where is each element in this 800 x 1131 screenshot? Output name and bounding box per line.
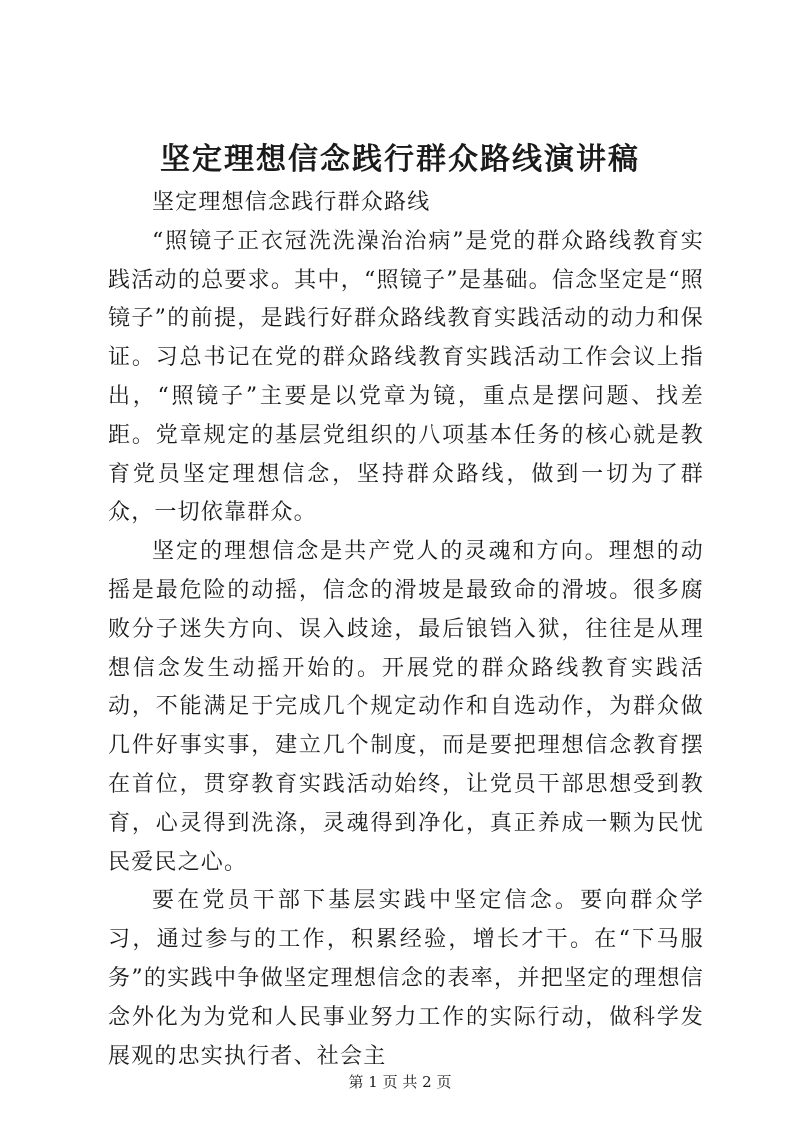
body-paragraph-2: 坚定的理想信念是共产党人的灵魂和方向。理想的动摇是最危险的动摇，信念的滑坡是最致命的滑坡。很多腐败分子迷失方向、误入歧途，最后锒铛入狱，往往是从理想信念发生动摇开始的。开展党的群众路线教育实践活动，不能满足于完成几个规定动作和自选动作，为群众做几件好事实事，建立几个制度，而是要把理想信念教育摆在首位，贯穿教育实践活动始终，让党员干部思想受到教育，心灵得到洗涤，灵魂得到净化，真正养成一颗为民忧民爱民之心。	[108, 539, 704, 875]
body-paragraph-1: “照镜子正衣冠洗洗澡治治病”是党的群众路线教育实践活动的总要求。其中，“照镜子”是基础。信念坚定是“照镜子”的前提，是践行好群众路线教育实践活动的动力和保证。习总书记在党的群众路线教育实践活动工作会议上指出，“照镜子”主要是以党章为镜，重点是摆问题、找差距。党章规定的基层党组织的八项基本任务的核心就是教育党员坚定理想信念，坚持群众路线，做到一切为了群众，一切依靠群众。	[108, 228, 704, 526]
document-body	[108, 184, 704, 1076]
page-number-footer: 第 1 页 共 2 页	[348, 1073, 452, 1091]
document-title: 坚定理想信念践行群众路线演讲稿	[160, 142, 640, 177]
subtitle-paragraph: 坚定理想信念践行群众路线	[152, 190, 431, 215]
body-paragraph-3: 要在党员干部下基层实践中坚定信念。要向群众学习，通过参与的工作，积累经验，增长才干。在“下马服务”的实践中争做坚定理想信念的表率，并把坚定的理想信念外化为为党和人民事业努力工作的实际行动，做科学发展观的忠实执行者、社会主	[108, 888, 704, 1069]
